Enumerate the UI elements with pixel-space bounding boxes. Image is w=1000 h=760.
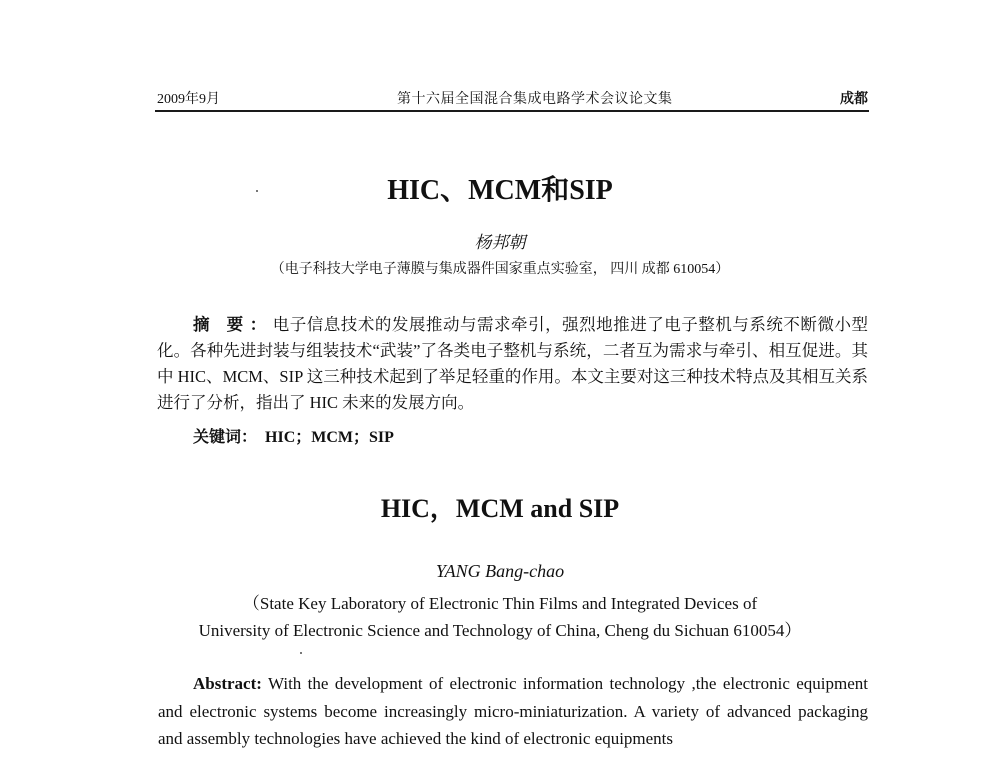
keywords-cn-label: 关键词： <box>193 429 258 446</box>
abstract-en <box>158 670 868 753</box>
abstract-en-text: With the development of electronic information technology ,the electronic equipment and electronic systems become increasingly micro-miniaturization. A variety of advanced packaging and assembly technologies have achieved the kind of electronic equipments <box>158 674 868 748</box>
affiliation-en <box>0 590 1000 644</box>
header-location: 成都 <box>840 92 868 107</box>
running-header <box>157 88 868 110</box>
author-en: YANG Bang-chao <box>435 561 565 581</box>
abstract-en-label: Abstract: <box>193 674 262 693</box>
paper-title-en: HIC，MCM and SIP <box>380 494 620 523</box>
paper-title-cn: HIC、MCM和SIP <box>387 175 613 206</box>
keywords-cn-text: HIC；MCM；SIP <box>265 429 394 446</box>
header-proceedings-title: 第十六届全国混合集成电路学术会议论文集 <box>397 92 673 107</box>
scan-speck <box>300 652 302 654</box>
affiliation-en-line2: University of Electronic Science and Technology of China, Cheng du Sichuan 610054） <box>198 621 802 640</box>
keywords-cn <box>193 424 394 447</box>
author-cn: 杨邦朝 <box>474 233 526 252</box>
header-date: 2009年9月 <box>157 92 220 107</box>
abstract-cn-label: 摘 要： <box>193 315 273 334</box>
header-rule <box>155 110 869 112</box>
affiliation-en-line1: （State Key Laboratory of Electronic Thin Films and Integrated Devices of <box>242 594 758 613</box>
abstract-cn-text: 电子信息技术的发展推动与需求牵引，强烈地推进了电子整机与系统不断微小型化。各种先进封装与组装技术“武装”了各类电子整机与系统，二者互为需求与牵引、相互促进。其中 HIC、MCM、SIP 这三种技术起到了举足轻重的作用。本文主要对这三种技术特点及其相互关系进行了分析，指出了 HIC 未来的发展方向。 <box>157 315 869 412</box>
affiliation-cn: （电子科技大学电子薄膜与集成器件国家重点实验室， 四川 成都 610054） <box>270 262 730 277</box>
abstract-cn <box>157 312 868 416</box>
